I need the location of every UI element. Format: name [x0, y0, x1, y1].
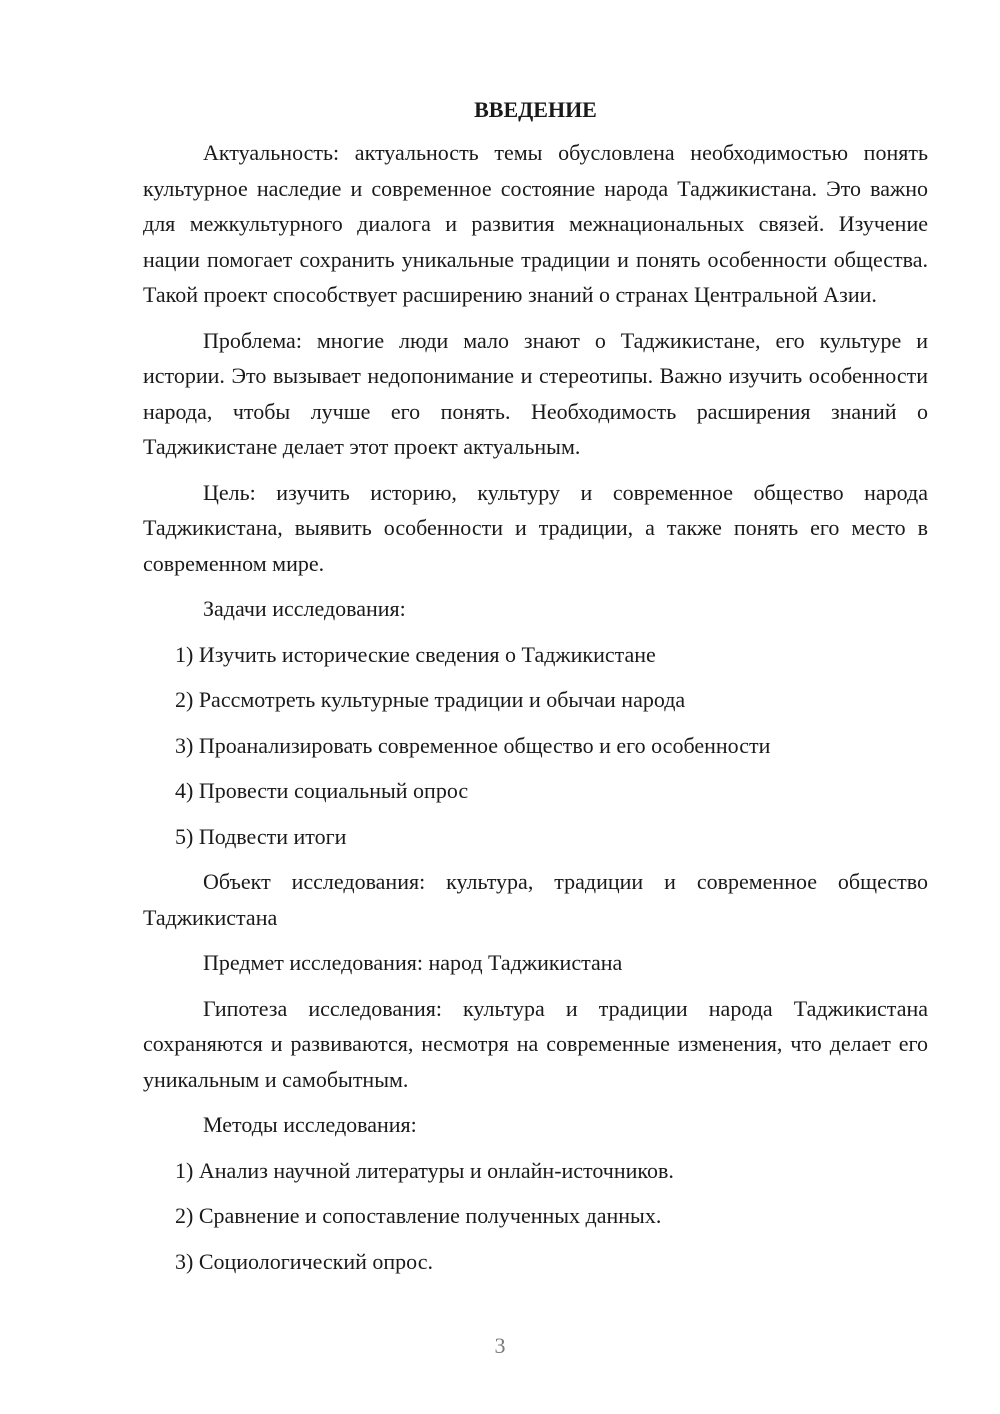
list-item: 1) Изучить исторические сведения о Таджикистане: [175, 641, 656, 667]
document-page: [143, 92, 928, 1289]
list-item: 2) Рассмотреть культурные традиции и обычаи народа: [175, 687, 686, 712]
problem-paragraph: Проблема: многие люди мало знают о Таджикистане, его культуре и истории. Это вызывает недопонимание и стереотипы. Важно изучить особенности народа, чтобы лучше его понять. Необходимость расширения знаний о Таджикистане делает этот проект актуальным.: [143, 327, 928, 459]
list-item: 1) Анализ научной литературы и онлайн-источников.: [175, 1157, 674, 1183]
list-item: 2) Сравнение и сопоставление полученных данных.: [175, 1203, 662, 1228]
tasks-heading: Задачи исследования:: [203, 596, 406, 621]
relevance-paragraph: Актуальность: актуальность темы обусловлена необходимостью понять культурное наследие и современное состояние народа Таджикистана. Это важно для межкультурного диалога и развития межнациональных связей. Изучение нации помогает сохранить уникальные традиции и понять особенности общества. Такой проект способствует расширению знаний о странах Центральной Азии.: [143, 140, 928, 307]
list-item: 4) Провести социальный опрос: [175, 778, 469, 803]
methods-list: [143, 1153, 928, 1280]
page-number: 3: [494, 1333, 506, 1358]
goal-paragraph: Цель: изучить историю, культуру и современное общество народа Таджикистана, выявить особенности и традиции, а также понять его место в современном мире.: [143, 479, 928, 576]
methods-heading: Методы исследования:: [203, 1112, 417, 1137]
list-item: 3) Проанализировать современное общество и его особенности: [175, 732, 771, 758]
list-item: 3) Социологический опрос.: [175, 1248, 433, 1274]
object-paragraph: Объект исследования: культура, традиции и современное общество Таджикистана: [143, 869, 928, 930]
tasks-list: [143, 637, 928, 855]
hypothesis-paragraph: Гипотеза исследования: культура и традиции народа Таджикистана сохраняются и развиваются, несмотря на современные изменения, что делает его уникальным и самобытным.: [143, 995, 928, 1092]
list-item: 5) Подвести итоги: [175, 823, 347, 849]
subject-paragraph: Предмет исследования: народ Таджикистана: [203, 950, 623, 975]
section-title: ВВЕДЕНИЕ: [474, 97, 597, 122]
